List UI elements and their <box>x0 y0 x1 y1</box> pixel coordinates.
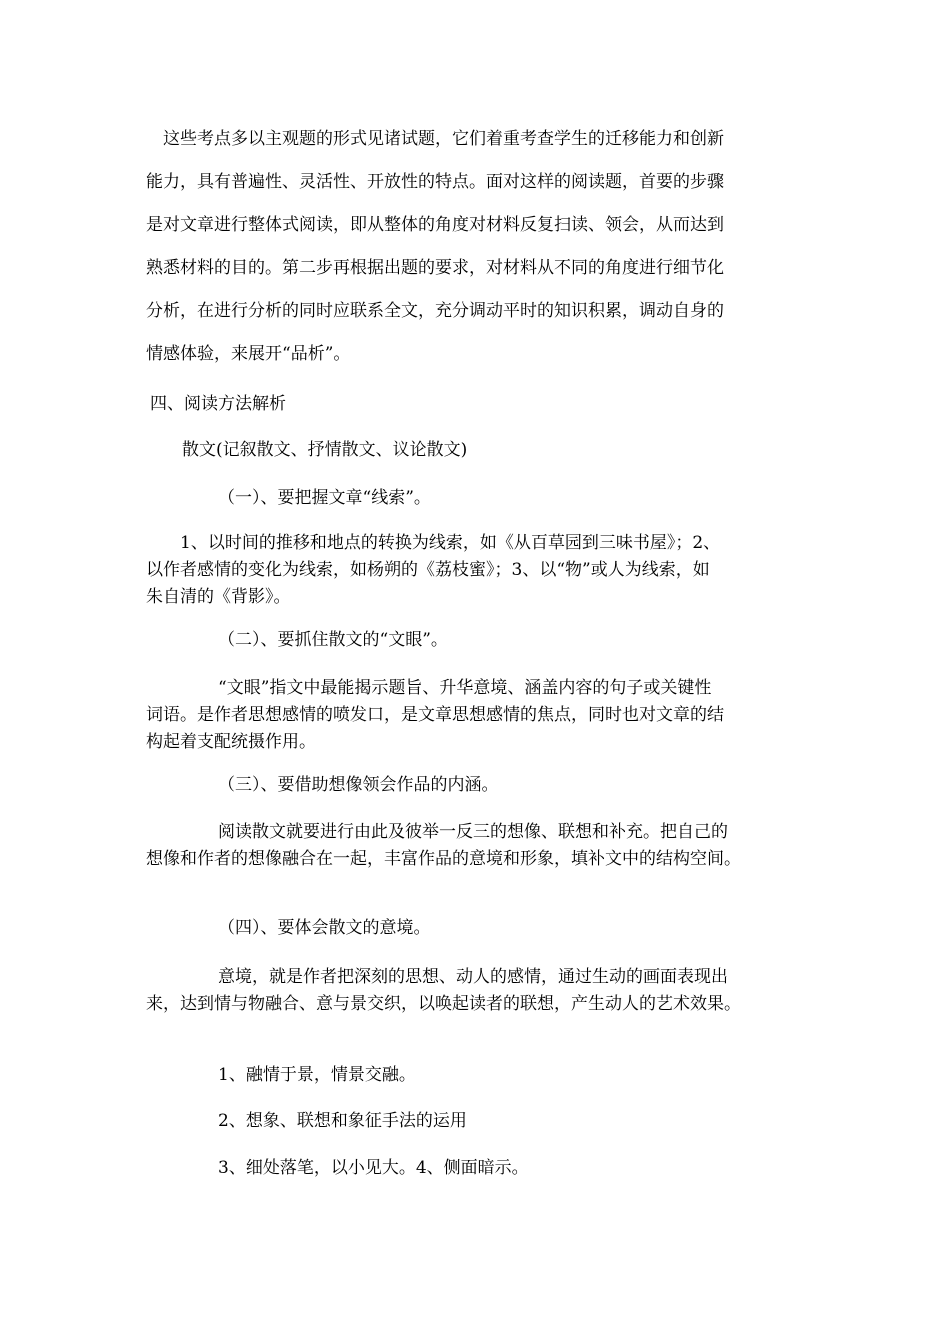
method-4-paragraph <box>146 964 810 1018</box>
method-1-line-3: 朱自清的《背影》。 <box>146 587 291 607</box>
technique-item-2: 2、想象、联想和象征手法的运用 <box>218 1111 467 1131</box>
intro-line-1: 这些考点多以主观题的形式见诸试题，它们着重考查学生的迁移能力和创新 <box>163 129 724 149</box>
intro-line-6: 情感体验，来展开“品析”。 <box>146 344 351 364</box>
genre-line: 散文(记叙散文、抒情散文、议论散文) <box>182 440 468 460</box>
technique-item-1: 1、融情于景，情景交融。 <box>218 1065 416 1085</box>
method-2-line-3: 构起着支配统摄作用。 <box>146 732 316 752</box>
intro-line-5: 分析，在进行分析的同时应联系全文，充分调动平时的知识积累，调动自身的 <box>146 301 724 321</box>
method-1-line-2: 以作者感情的变化为线索，如杨朔的《荔枝蜜》；3、以“物”或人为线索，如 <box>146 560 710 580</box>
intro-line-3: 是对文章进行整体式阅读，即从整体的角度对材料反复扫读、领会，从而达到 <box>146 215 724 235</box>
section-heading: 四、阅读方法解析 <box>150 394 286 414</box>
method-4-heading: （四）、要体会散文的意境。 <box>218 918 431 938</box>
method-4-line-1: 意境，就是作者把深刻的思想、动人的感情，通过生动的画面表现出 <box>218 967 728 987</box>
method-3-line-1: 阅读散文就要进行由此及彼举一反三的想像、联想和补充。把自己的 <box>218 822 728 842</box>
method-3-heading: （三）、要借助想像领会作品的内涵。 <box>218 775 499 795</box>
method-1-line-1: 1、以时间的推移和地点的转换为线索，如《从百草园到三味书屋》；2、 <box>180 533 721 553</box>
method-2-paragraph <box>146 675 810 756</box>
method-2-line-1: “文眼”指文中最能揭示题旨、升华意境、涵盖内容的句子或关键性 <box>218 678 712 698</box>
method-2-line-2: 词语。是作者思想感情的喷发口，是文章思想感情的焦点，同时也对文章的结 <box>146 705 724 725</box>
method-3-line-2: 想像和作者的想像融合在一起，丰富作品的意境和形象，填补文中的结构空间。 <box>146 849 741 869</box>
intro-line-2: 能力，具有普遍性、灵活性、开放性的特点。面对这样的阅读题，首要的步骤 <box>146 172 724 192</box>
intro-line-4: 熟悉材料的目的。第二步再根据出题的要求，对材料从不同的角度进行细节化 <box>146 258 724 278</box>
method-1-heading: （一）、要把握文章“线索”。 <box>218 488 431 508</box>
method-3-paragraph <box>146 819 810 873</box>
intro-paragraph <box>146 118 810 376</box>
technique-item-3: 3、细处落笔，以小见大。4、侧面暗示。 <box>218 1158 529 1178</box>
method-4-line-2: 来，达到情与物融合、意与景交织，以唤起读者的联想，产生动人的艺术效果。 <box>146 994 741 1014</box>
method-1-paragraph <box>146 530 810 611</box>
method-2-heading: （二）、要抓住散文的“文眼”。 <box>218 630 448 650</box>
